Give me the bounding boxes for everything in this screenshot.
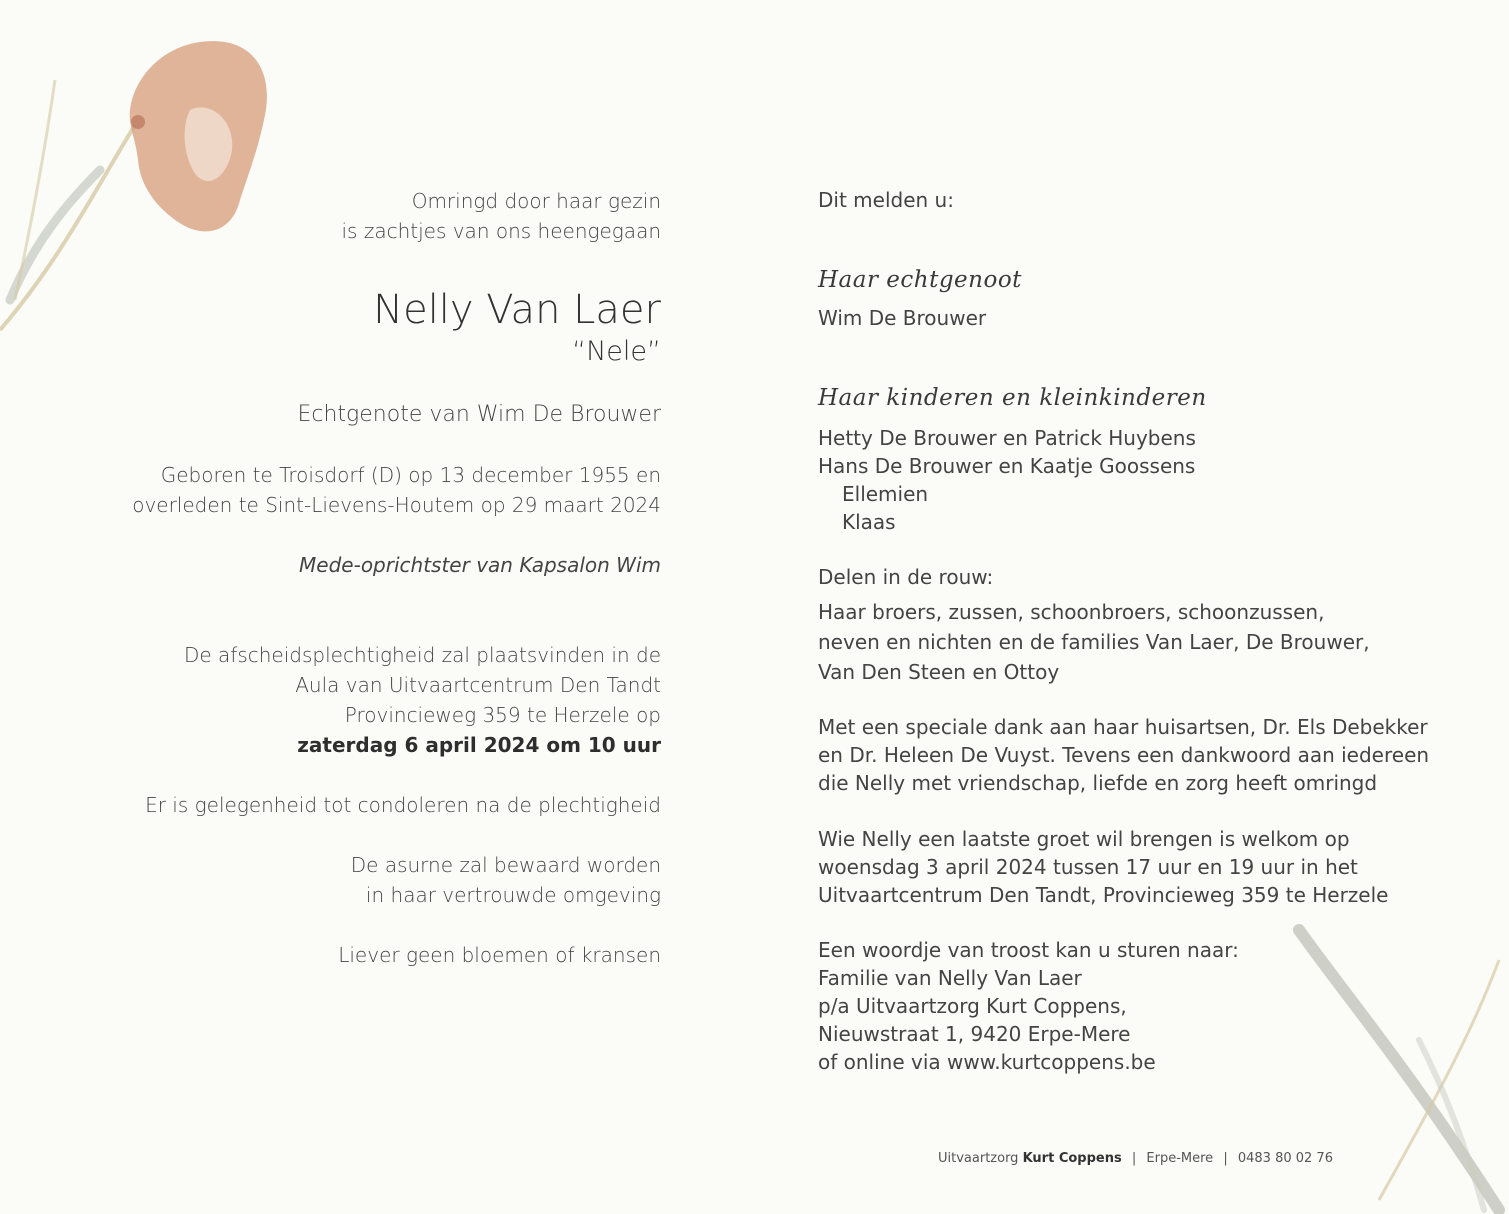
intro-line-2: is zachtjes van ons heengegaan — [341, 219, 661, 243]
funeral-home-footer — [938, 1151, 1333, 1166]
mourn-line-3: Van Den Steen en Ottoy — [818, 660, 1060, 684]
urn-line-1: De asurne zal bewaard worden — [350, 853, 661, 877]
mourn-line-1: Haar broers, zussen, schoonbroers, schoonzussen, — [818, 600, 1325, 624]
deceased-nickname: “Nele” — [572, 336, 661, 367]
role-line: Mede-oprichtster van Kapsalon Wim — [299, 553, 661, 577]
ceremony-date: zaterdag 6 april 2024 om 10 uur — [297, 733, 661, 757]
condolence-line: Er is gelegenheid tot condoleren na de plechtigheid — [145, 793, 661, 817]
visit-line-1: Wie Nelly een laatste groet wil brengen is welkom op — [818, 827, 1350, 851]
mourn-line-2: neven en nichten en de families Van Laer, De Brouwer, — [818, 630, 1370, 654]
ceremony-line-2: Aula van Uitvaartcentrum Den Tandt — [295, 673, 661, 697]
footer-separator: | — [1131, 1151, 1137, 1166]
thanks-line-2: en Dr. Heleen De Vuyst. Tevens een dankwoord aan iedereen — [818, 743, 1430, 767]
visit-line-2: woensdag 3 april 2024 tussen 17 uur en 19 uur in het — [818, 855, 1358, 879]
visit-line-3: Uitvaartcentrum Den Tandt, Provincieweg 359 te Herzele — [818, 883, 1389, 907]
comfort-line-5: of online via www.kurtcoppens.be — [818, 1050, 1156, 1074]
comfort-line-4: Nieuwstraat 1, 9420 Erpe-Mere — [818, 1022, 1131, 1046]
child-line: Hetty De Brouwer en Patrick Huybens — [818, 426, 1196, 450]
birth-line: Geboren te Troisdorf (D) op 13 december 1955 en — [160, 463, 661, 487]
spouse-line: Echtgenote van Wim De Brouwer — [297, 402, 661, 427]
death-line: overleden te Sint-Lievens-Houtem op 29 maart 2024 — [132, 493, 661, 517]
footer-company: Kurt Coppens — [1022, 1151, 1122, 1166]
footer-phone: 0483 80 02 76 — [1237, 1151, 1333, 1166]
flowers-line: Liever geen bloemen of kransen — [338, 943, 661, 967]
husband-heading: Haar echtgenoot — [818, 267, 1022, 293]
grandchild-line: Ellemien — [842, 482, 929, 506]
mourn-heading: Delen in de rouw: — [818, 565, 994, 589]
right-column — [818, 186, 1438, 1076]
ceremony-line-3: Provincieweg 359 te Herzele op — [344, 703, 661, 727]
urn-line-2: in haar vertrouwde omgeving — [365, 883, 661, 907]
husband-name: Wim De Brouwer — [818, 306, 987, 330]
announce-line: Dit melden u: — [818, 188, 954, 212]
thanks-line-1: Met een speciale dank aan haar huisartsen, Dr. Els Debekker — [818, 715, 1428, 739]
left-column — [101, 186, 661, 970]
footer-separator: | — [1223, 1151, 1228, 1166]
grandchild-line: Klaas — [842, 510, 896, 534]
thanks-line-3: die Nelly met vriendschap, liefde en zorg heeft omringd — [818, 771, 1378, 795]
intro-line-1: Omringd door haar gezin — [411, 189, 661, 213]
comfort-line-1: Een woordje van troost kan u sturen naar: — [818, 938, 1239, 962]
footer-prefix: Uitvaartzorg — [938, 1151, 1019, 1166]
comfort-line-2: Familie van Nelly Van Laer — [818, 966, 1082, 990]
deceased-name: Nelly Van Laer — [373, 287, 661, 333]
footer-location: Erpe-Mere — [1146, 1151, 1214, 1166]
children-heading: Haar kinderen en kleinkinderen — [818, 385, 1207, 411]
child-line: Hans De Brouwer en Kaatje Goossens — [818, 454, 1196, 478]
ceremony-line-1: De afscheidsplechtigheid zal plaatsvinden in de — [183, 643, 661, 667]
comfort-line-3: p/a Uitvaartzorg Kurt Coppens, — [818, 994, 1127, 1018]
